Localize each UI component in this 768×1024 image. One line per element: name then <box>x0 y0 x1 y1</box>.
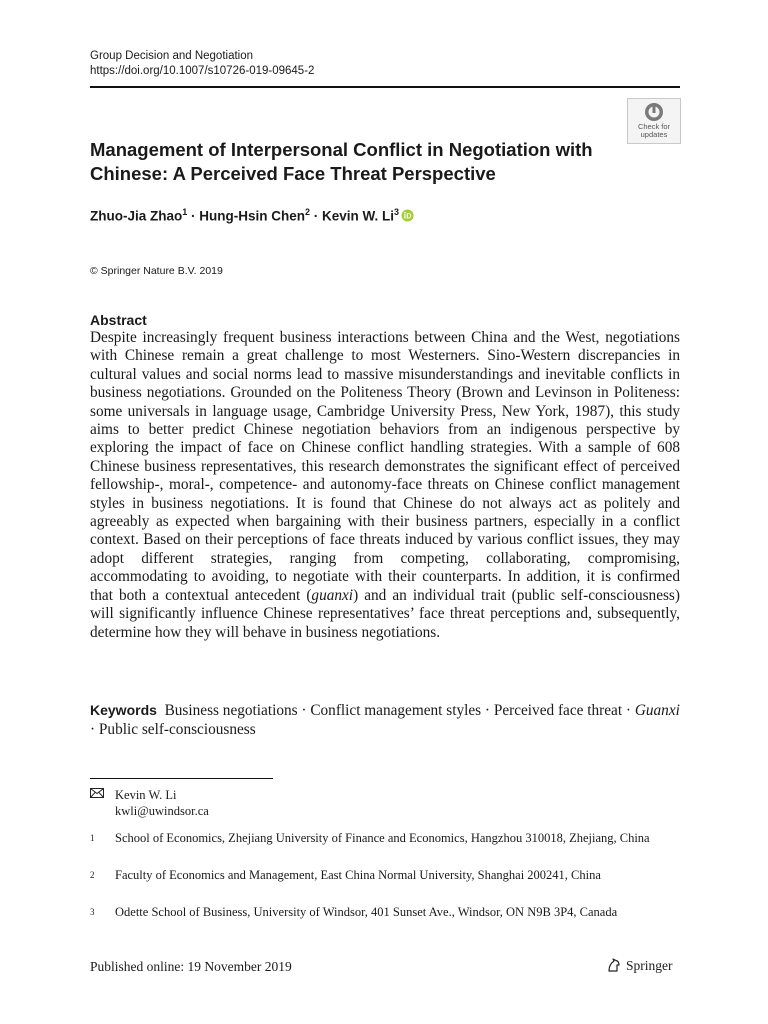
doi-link[interactable]: https://doi.org/10.1007/s10726-019-09645-2 <box>90 65 315 77</box>
abstract-heading: Abstract <box>90 312 147 328</box>
author-name: Zhuo-Jia Zhao <box>90 208 183 224</box>
springer-horse-icon <box>606 957 622 973</box>
keyword-italic: Guanxi <box>634 702 680 719</box>
correspondent-email[interactable]: kwli@uwindsor.ca <box>115 804 209 818</box>
footnote-rule <box>90 778 273 779</box>
published-date: Published online: 19 November 2019 <box>90 959 292 974</box>
affiliation-number: 2 <box>90 870 95 880</box>
keywords-heading: Keywords <box>90 702 157 718</box>
keywords-list-end: · Public self-consciousness <box>90 720 256 738</box>
author-name: Hung-Hsin Chen <box>199 208 306 224</box>
orcid-icon[interactable] <box>401 209 414 225</box>
abstract-italic-term: guanxi <box>311 586 354 604</box>
author-affiliation-mark: 2 <box>305 207 311 217</box>
author-affiliation-mark: 1 <box>182 207 188 217</box>
check-for-updates-icon <box>644 102 664 122</box>
paper-title: Management of Interpersonal Conflict in Negotiation with Chinese: A Perceived Face Threat Perspective <box>90 139 593 184</box>
abstract-body-end: ) and an individual trait (public self-consciousness) will significantly influence Chinese representatives’ face threat perceptions and, subsequently, determine how they will behave in business negotiations. <box>90 586 680 641</box>
correspondent-name: Kevin W. Li <box>115 788 177 802</box>
check-for-updates-badge[interactable] <box>627 98 681 144</box>
check-for-updates-line1: Check for <box>637 122 671 131</box>
check-for-updates-line2: updates <box>640 130 668 139</box>
author-separator: · <box>187 208 200 224</box>
author-separator: · <box>310 208 323 224</box>
author-affiliation-mark: 3 <box>394 207 400 217</box>
author-list <box>90 207 414 225</box>
envelope-icon <box>90 787 104 803</box>
affiliation-number: 3 <box>90 907 95 917</box>
journal-header <box>90 49 314 79</box>
copyright-notice: © Springer Nature B.V. 2019 <box>90 265 223 277</box>
affiliation-text: Odette School of Business, University of Windsor, 401 Sunset Ave., Windsor, ON N9B 3P4, Canada <box>115 905 618 919</box>
affiliation-text: School of Economics, Zhejiang University of Finance and Economics, Hangzhou 310018, Zhejiang, China <box>115 831 650 845</box>
publisher-logo <box>606 957 673 974</box>
abstract-body: Despite increasingly frequent business interactions between China and the West, negotiations with Chinese remain a great challenge to most Westerners. Sino-Western discrepancies in cultural values and social norms lead to massive misunderstandings and inevitable conflicts in business negotiations. Grounded on the Politeness Theory (Brown and Levinson in Politeness: some universals in language usage, Cambridge University Press, New York, 1987), this study aims to better predict Chinese negotiation behaviors from an indigenous perspective by exploring the impact of face on Chinese conflict handling strategies. With a sample of 608 Chinese business representatives, this research demonstrates the significant effect of perceived fellowship-, moral-, competence- and autonomy-face threats on Chinese conflict management styles in business negotiations. It is found that Chinese do not always act as politely and agreeably as expected when bargaining with their business partners, especially in a conflict context. Based on their perceptions of face threats induced by various conflict issues, they may adopt different strategies, ranging from competing, collaborating, compromising, accommodating to avoiding, to negotiate with their counterparts. In addition, it is confirmed that both a contextual antecedent ( <box>90 329 680 604</box>
affiliation-text: Faculty of Economics and Management, East China Normal University, Shanghai 200241, China <box>115 868 601 882</box>
affiliation-number: 1 <box>90 833 95 843</box>
publisher-name: Springer <box>626 958 673 973</box>
abstract-text <box>90 329 680 642</box>
author-name: Kevin W. Li <box>322 208 395 224</box>
keywords-list: Business negotiations · Conflict management styles · Perceived face threat · <box>164 702 635 719</box>
keywords-block <box>90 701 680 739</box>
header-rule <box>90 86 680 88</box>
journal-name: Group Decision and Negotiation <box>90 50 254 62</box>
